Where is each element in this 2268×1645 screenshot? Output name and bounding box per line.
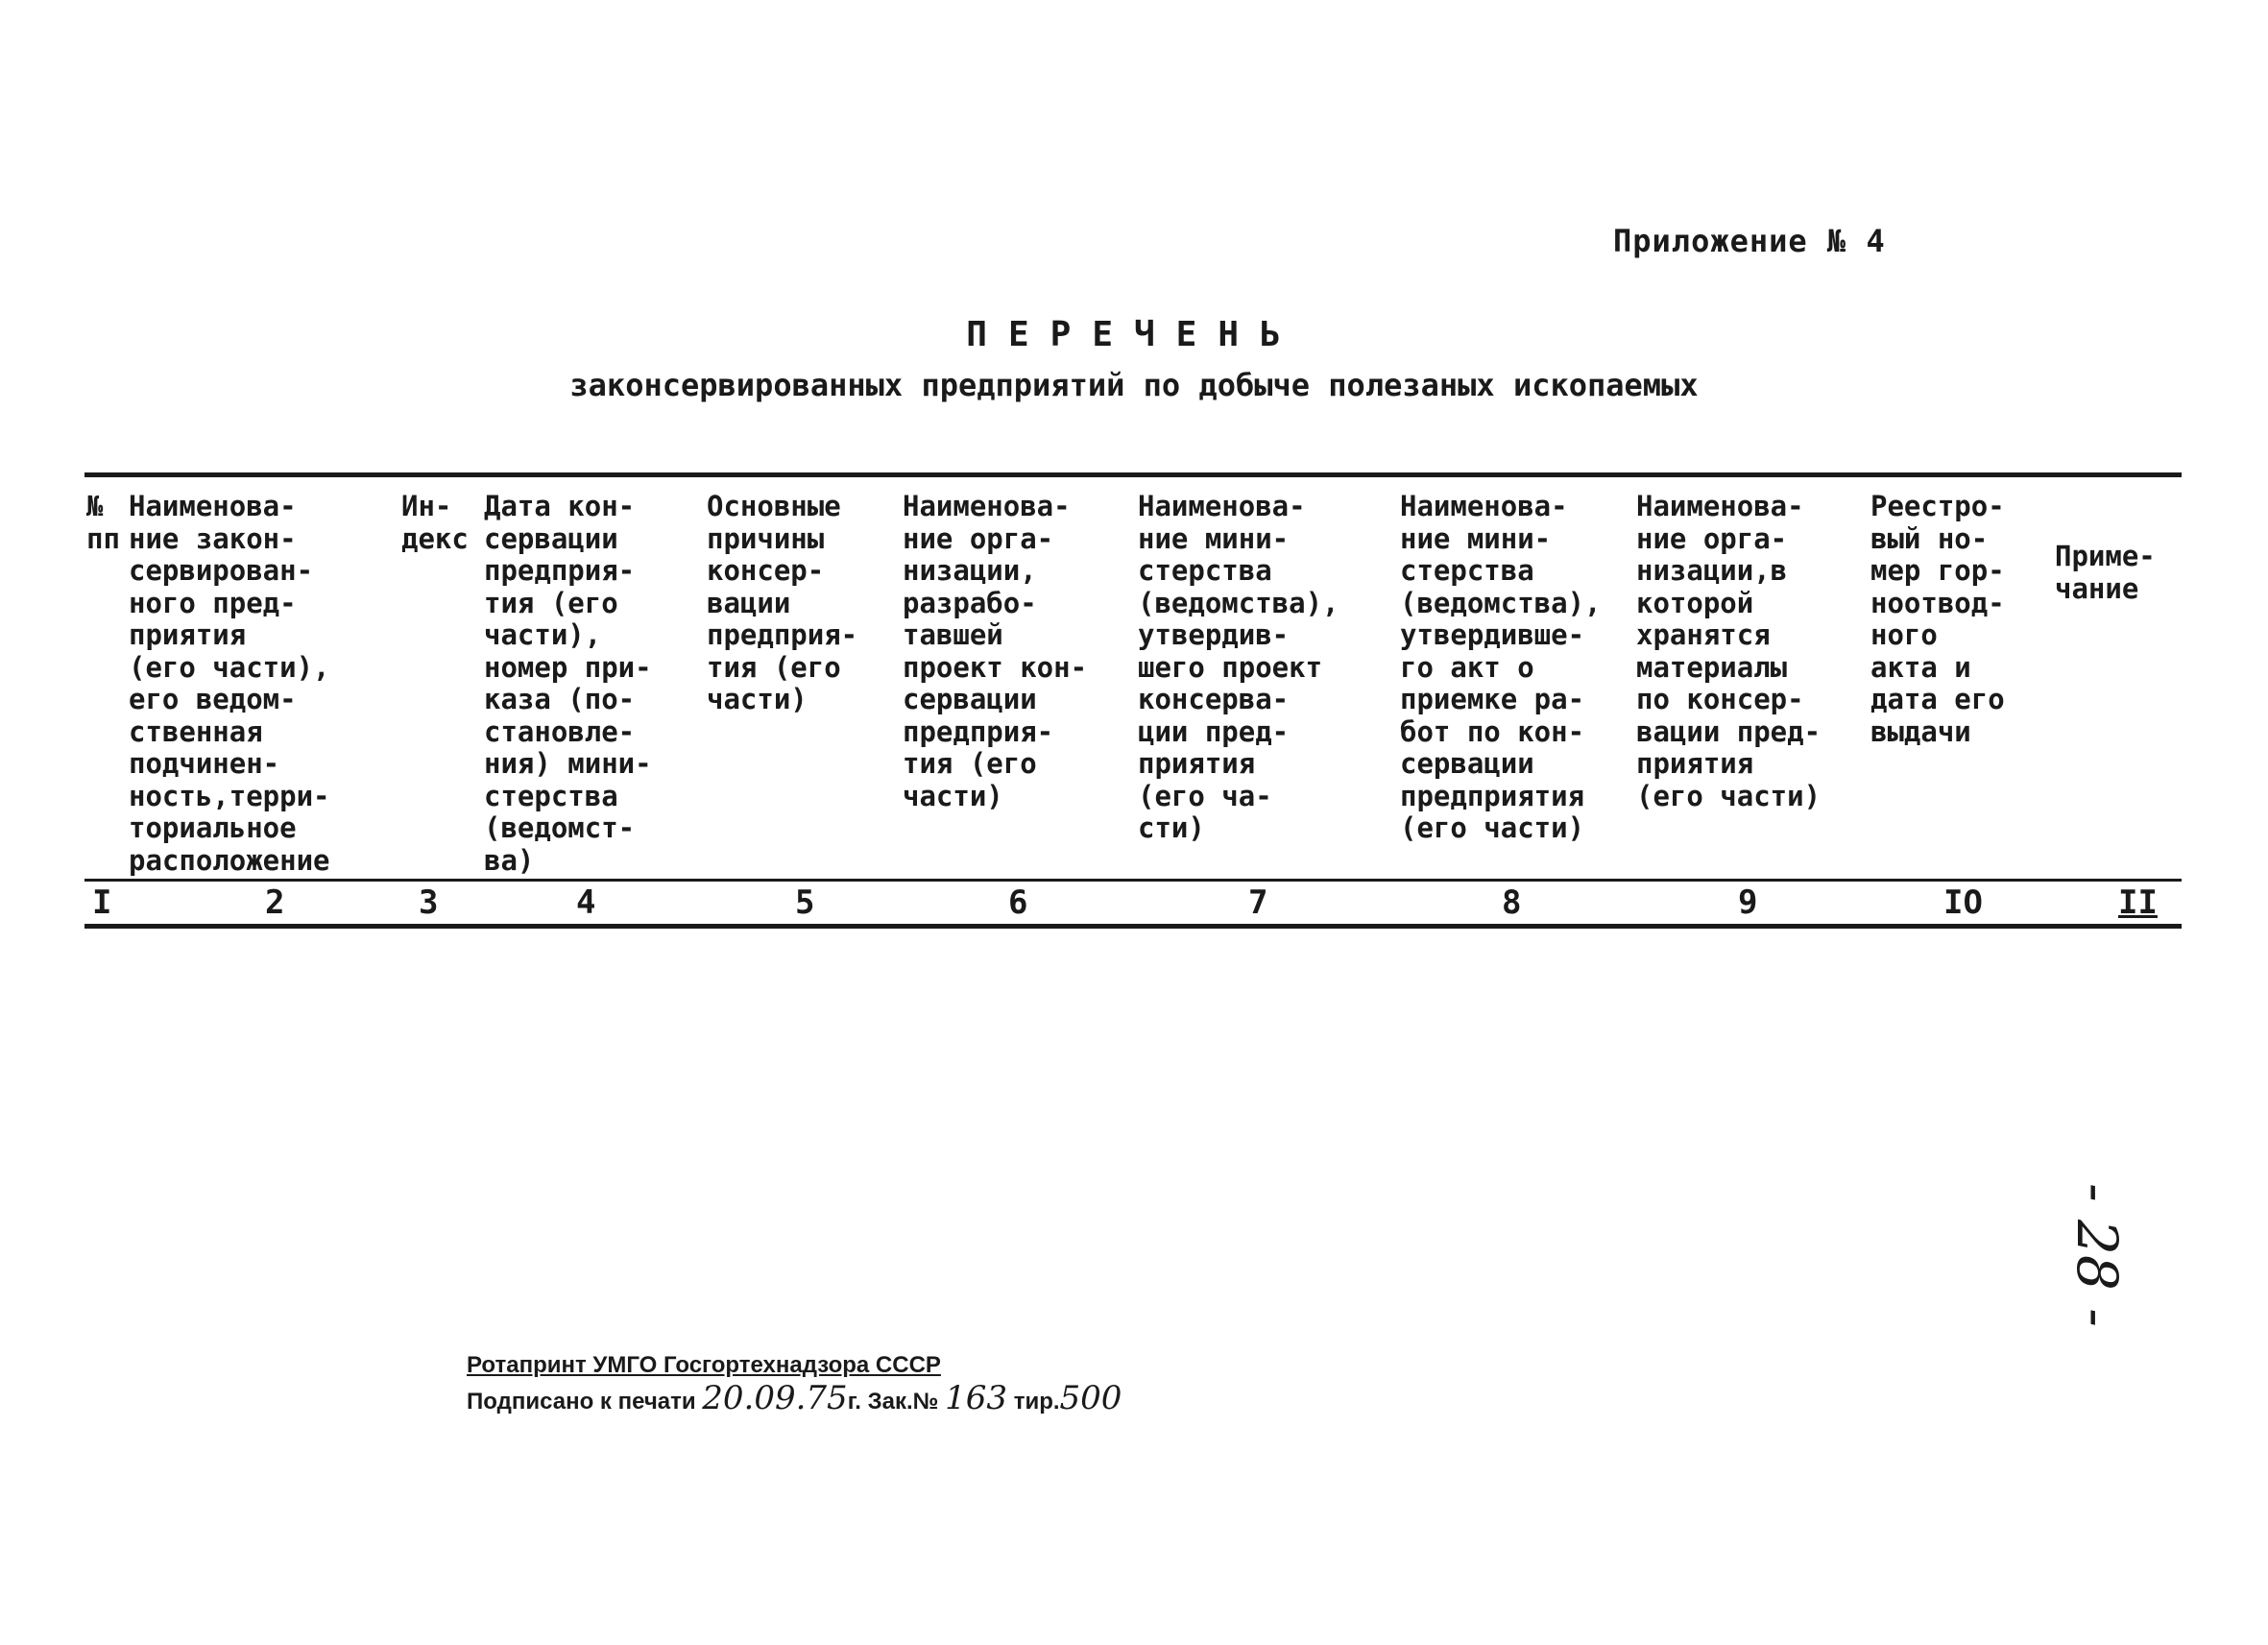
appendix-label: Приложение № 4 <box>1613 223 1886 259</box>
header-col-9: Наименова- ние орга- низации,в которой хранятся материалы по консер- вации пред- приятия (его части) <box>1636 490 1822 812</box>
imprint-run-label: тир. <box>1013 1389 1060 1415</box>
header-col-11: Приме- чание <box>2055 540 2156 605</box>
header-col-4: Дата кон- сервации предприя- тия (его части), номер при- каза (по- становле- ния) мини- стерства (ведомст- ва) <box>484 490 652 877</box>
register-table <box>84 472 2182 929</box>
imprint-print-run: 500 <box>1059 1379 1122 1417</box>
column-number-10: IO <box>1943 883 1983 922</box>
header-col-1: № пп <box>86 490 120 555</box>
header-col-8: Наименова- ние мини- стерства (ведомства), утвердивше- го акт о приемке ра- бот по кон- сервации предприятия (его части) <box>1400 490 1602 844</box>
header-col-2: Наименова- ние закон- сервирован- ного пред- приятия (его части), его ведом- ственная подчинен- ность,терри- ториальное расположение <box>129 490 330 877</box>
imprint-printer: Ротапринт УМГО Госгортехнадзора СССР <box>467 1352 941 1378</box>
header-col-6: Наименова- ние орга- низации, разрабо- тавшей проект кон- сервации предприя- тия (его части) <box>903 490 1088 812</box>
column-number-1: I <box>92 883 112 922</box>
header-col-7: Наименова- ние мини- стерства (ведомства), утвердив- шего проект консерва- ции пред- приятия (его ча- сти) <box>1138 490 1339 844</box>
page-number: - 28 - <box>2064 1183 2130 1327</box>
header-col-10: Реестро- вый но- мер гор- ноотвод- ного акта и дата его выдачи <box>1870 490 2005 748</box>
column-number-4: 4 <box>576 883 596 922</box>
column-number-11: II <box>2118 883 2158 922</box>
column-number-7: 7 <box>1248 883 1268 922</box>
column-number-2: 2 <box>265 883 285 922</box>
header-col-3: Ин- декс <box>401 490 469 555</box>
table-number-row <box>84 882 2182 924</box>
imprint-order-number: 163 <box>945 1379 1008 1417</box>
imprint-date: 20.09.75 <box>702 1379 848 1417</box>
column-number-3: 3 <box>419 883 439 922</box>
imprint-order-label: г. Зак.№ <box>847 1389 939 1415</box>
column-number-9: 9 <box>1738 883 1758 922</box>
column-number-8: 8 <box>1502 883 1522 922</box>
imprint-signed <box>467 1379 1122 1418</box>
imprint-signed-label: Подписано к печати <box>467 1389 696 1415</box>
print-imprint <box>467 1349 1122 1418</box>
column-number-5: 5 <box>795 883 815 922</box>
document-subtitle: законсервированных предприятий по добыче полезаных ископаемых <box>569 367 1699 403</box>
table-bottom-rule <box>84 924 2182 929</box>
document-title: ПЕРЕЧЕНЬ <box>966 315 1302 354</box>
table-header-row <box>84 477 2182 879</box>
column-number-6: 6 <box>1008 883 1028 922</box>
header-col-5: Основные причины консер- вации предприя- тия (его части) <box>707 490 858 715</box>
